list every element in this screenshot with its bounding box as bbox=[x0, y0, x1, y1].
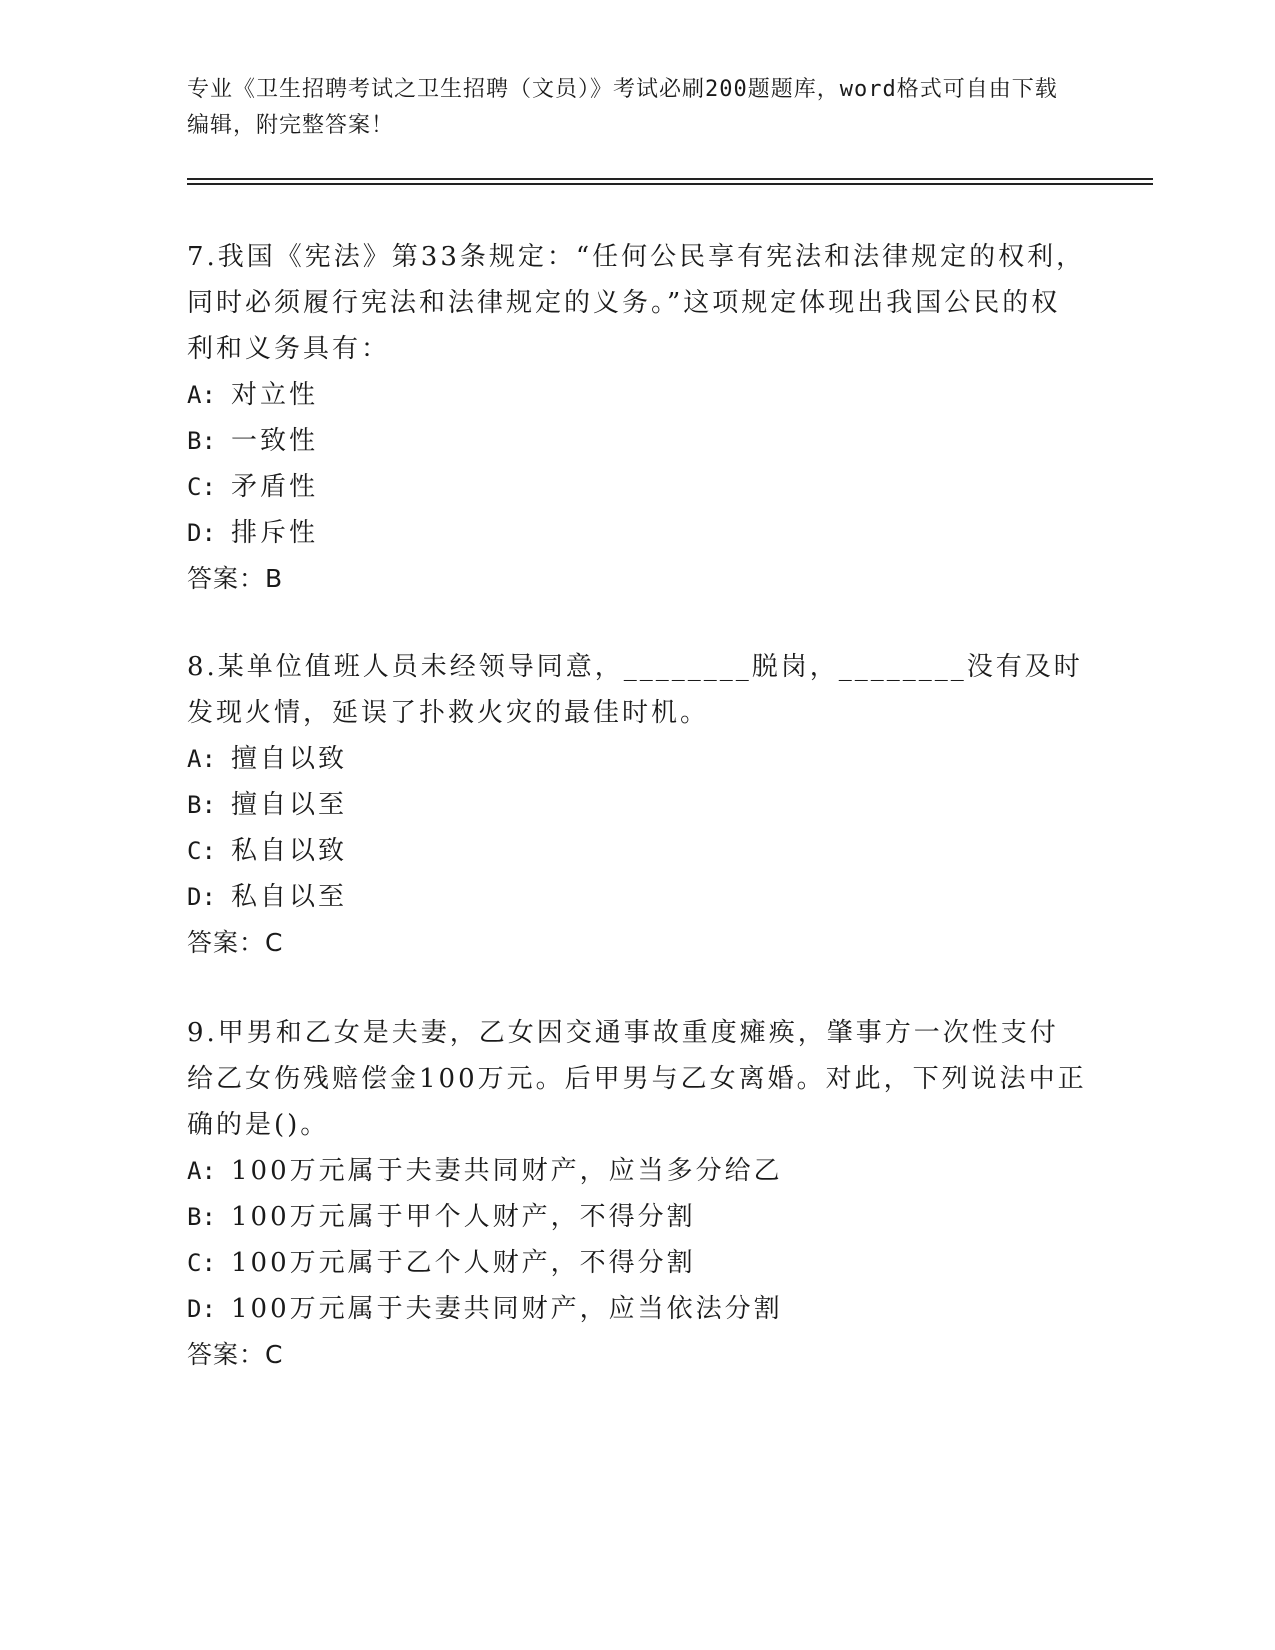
answer-line: 答案：C bbox=[187, 1340, 284, 1369]
option-letter: C: bbox=[187, 837, 216, 865]
option-c bbox=[187, 828, 1087, 874]
question-stem: 9.甲男和乙女是夫妻，乙女因交通事故重度瘫痪，肇事方一次性支付给乙女伤残赔偿金100万元。后甲男与乙女离婚。对此，下列说法中正确的是()。 bbox=[187, 1018, 1087, 1140]
option-b bbox=[187, 1194, 1087, 1240]
option-text: 100万元属于乙个人财产，不得分割 bbox=[231, 1248, 696, 1278]
option-c bbox=[187, 1240, 1087, 1286]
option-d bbox=[187, 874, 1087, 920]
option-letter: D: bbox=[187, 1295, 216, 1323]
option-text: 擅自以致 bbox=[231, 744, 348, 774]
option-c bbox=[187, 464, 1087, 510]
option-b bbox=[187, 782, 1087, 828]
option-letter: A: bbox=[187, 1157, 216, 1185]
option-text: 100万元属于夫妻共同财产，应当依法分割 bbox=[231, 1294, 783, 1324]
option-letter: A: bbox=[187, 745, 216, 773]
answer-line: 答案：C bbox=[187, 928, 284, 957]
question-9 bbox=[187, 1010, 1087, 1378]
option-text: 矛盾性 bbox=[231, 472, 319, 502]
option-text: 私自以致 bbox=[231, 836, 348, 866]
document-header: 专业《卫生招聘考试之卫生招聘（文员）》考试必刷200题题库，word格式可自由下载编辑，附完整答案！ bbox=[187, 77, 1058, 138]
option-d bbox=[187, 510, 1087, 556]
option-text: 100万元属于甲个人财产，不得分割 bbox=[231, 1202, 696, 1232]
option-a bbox=[187, 1148, 1087, 1194]
option-text: 排斥性 bbox=[231, 518, 319, 548]
option-letter: A: bbox=[187, 381, 216, 409]
option-text: 一致性 bbox=[231, 426, 319, 456]
option-letter: B: bbox=[187, 791, 216, 819]
option-text: 私自以至 bbox=[231, 882, 348, 912]
question-stem: 8.某单位值班人员未经领导同意，________脱岗，________没有及时发现火情，延误了扑救火灾的最佳时机。 bbox=[187, 652, 1083, 728]
option-text: 对立性 bbox=[231, 380, 319, 410]
header-divider-top bbox=[187, 178, 1153, 180]
option-a bbox=[187, 736, 1087, 782]
option-d bbox=[187, 1286, 1087, 1332]
question-stem: 7.我国《宪法》第33条规定：“任何公民享有宪法和法律规定的权利，同时必须履行宪法和法律规定的义务。”这项规定体现出我国公民的权利和义务具有： bbox=[187, 242, 1086, 364]
option-a bbox=[187, 372, 1087, 418]
option-letter: C: bbox=[187, 1249, 216, 1277]
option-letter: B: bbox=[187, 427, 216, 455]
question-7 bbox=[187, 234, 1087, 602]
option-letter: D: bbox=[187, 883, 216, 911]
option-letter: B: bbox=[187, 1203, 216, 1231]
answer-line: 答案：B bbox=[187, 564, 284, 593]
option-letter: C: bbox=[187, 473, 216, 501]
option-b bbox=[187, 418, 1087, 464]
option-text: 擅自以至 bbox=[231, 790, 348, 820]
header-divider-bottom bbox=[187, 183, 1153, 185]
question-8 bbox=[187, 644, 1087, 966]
option-letter: D: bbox=[187, 519, 216, 547]
option-text: 100万元属于夫妻共同财产，应当多分给乙 bbox=[231, 1156, 783, 1186]
